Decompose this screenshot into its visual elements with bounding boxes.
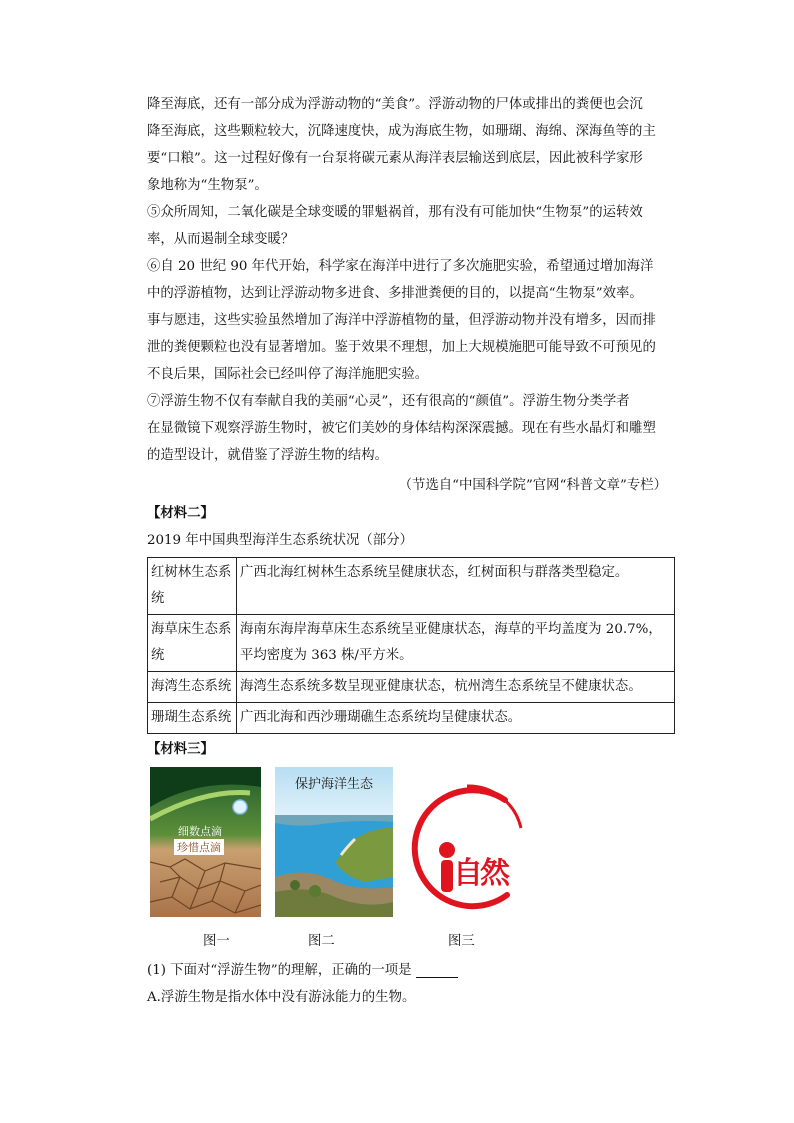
text-line: 的造型设计，就借鉴了浮游生物的结构。: [147, 448, 389, 463]
ecosystem-name: 海湾生态系统: [148, 672, 237, 703]
figure-3-label: 图三: [448, 934, 475, 949]
ecosystem-status: 海南东海岸海草床生态系统呈亚健康状态，海草的平均盖度为 20.7%，平均密度为 363 株/平方米。: [237, 615, 675, 672]
ecosystem-status: 广西北海和西沙珊瑚礁生态系统均呈健康状态。: [237, 703, 675, 734]
question-1: [147, 959, 458, 978]
table-row: [148, 558, 675, 615]
text-line: 不良后果，国际社会已经叫停了海洋施肥实验。: [147, 367, 429, 382]
figure-1-label: 图一: [203, 934, 230, 949]
ecosystem-name: 红树林生态系统: [148, 558, 237, 615]
ecosystem-name: 海草床生态系统: [148, 615, 237, 672]
ecosystem-name: 珊瑚生态系统: [148, 703, 237, 734]
ecosystem-status: 广西北海红树林生态系统呈健康状态，红树面积与群落类型稳定。: [237, 558, 675, 615]
material-3-heading: 【材料三】: [147, 741, 214, 757]
text-line: 率，从而遏制全球变暖？: [147, 232, 295, 247]
question-stem: (1) 下面对“浮游生物”的理解，正确的一项是: [147, 963, 412, 978]
material-2-heading: 【材料二】: [147, 505, 214, 521]
text-line: ⑤众所周知，二氧化碳是全球变暖的罪魁祸首，那有没有可能加快“生物泵”的运转效: [147, 205, 643, 220]
source-citation: （节选自“中国科学院”官网“科普文章”专栏）: [398, 478, 667, 493]
logo-text: 自然: [453, 856, 507, 891]
figure-2-label: 图二: [308, 934, 335, 949]
table-caption: 2019 年中国典型海洋生态系统状况（部分）: [147, 533, 413, 548]
table-row: [148, 672, 675, 703]
option-a: A.浮游生物是指水体中没有游泳能力的生物。: [147, 990, 416, 1005]
figure-2-poster: [275, 767, 393, 917]
text-line: 在显微镜下观察浮游生物时，被它们美妙的身体结构深深震撼。现在有些水晶灯和雕塑: [147, 421, 656, 436]
text-line: 象地称为“生物泵”。: [147, 178, 268, 193]
ecosystem-table: [147, 557, 675, 734]
answer-blank[interactable]: [416, 963, 458, 978]
text-line: ⑥自 20 世纪 90 年代开始，科学家在海洋中进行了多次施肥实验，希望通过增加海洋: [147, 259, 654, 274]
text-line: 降至海底，这些颗粒较大，沉降速度快，成为海底生物，如珊瑚、海绵、深海鱼等的主: [147, 124, 656, 139]
table-row: [148, 615, 675, 672]
text-line: 降至海底，还有一部分成为浮游动物的“美食”。浮游动物的尸体或排出的粪便也会沉: [147, 97, 643, 112]
text-line: 泄的粪便颗粒也没有显著增加。鉴于效果不理想，加上大规模施肥可能导致不可预见的: [147, 340, 656, 355]
poster-text-1: 细数点滴: [178, 825, 222, 838]
text-line: 事与愿违，这些实验虽然增加了海洋中浮游植物的量，但浮游动物并没有增多，因而排: [147, 313, 656, 328]
table-row: [148, 703, 675, 734]
poster-text-2: 珍惜点滴: [174, 839, 224, 855]
paragraph-4-continuation: [147, 91, 682, 199]
poster-title: 保护海洋生态: [294, 777, 373, 792]
ecosystem-status: 海湾生态系统多数呈现亚健康状态，杭州湾生态系统呈不健康状态。: [237, 672, 675, 703]
paragraph-6: [147, 253, 682, 388]
paragraph-5: [147, 199, 682, 253]
text-line: 要“口粮”。这一过程好像有一台泵将碳元素从海洋表层输送到底层，因此被科学家形: [147, 151, 643, 166]
text-line: 中的浮游植物，达到让浮游动物多进食、多排泄粪便的目的，以提高“生物泵”效率。: [147, 286, 643, 301]
figure-3-logo: [407, 780, 527, 910]
paragraph-7: [147, 388, 682, 469]
text-line: ⑦浮游生物不仅有奉献自我的美丽“心灵”，还有很高的“颜值”。浮游生物分类学者: [147, 394, 630, 409]
figure-1-poster: [150, 767, 261, 917]
